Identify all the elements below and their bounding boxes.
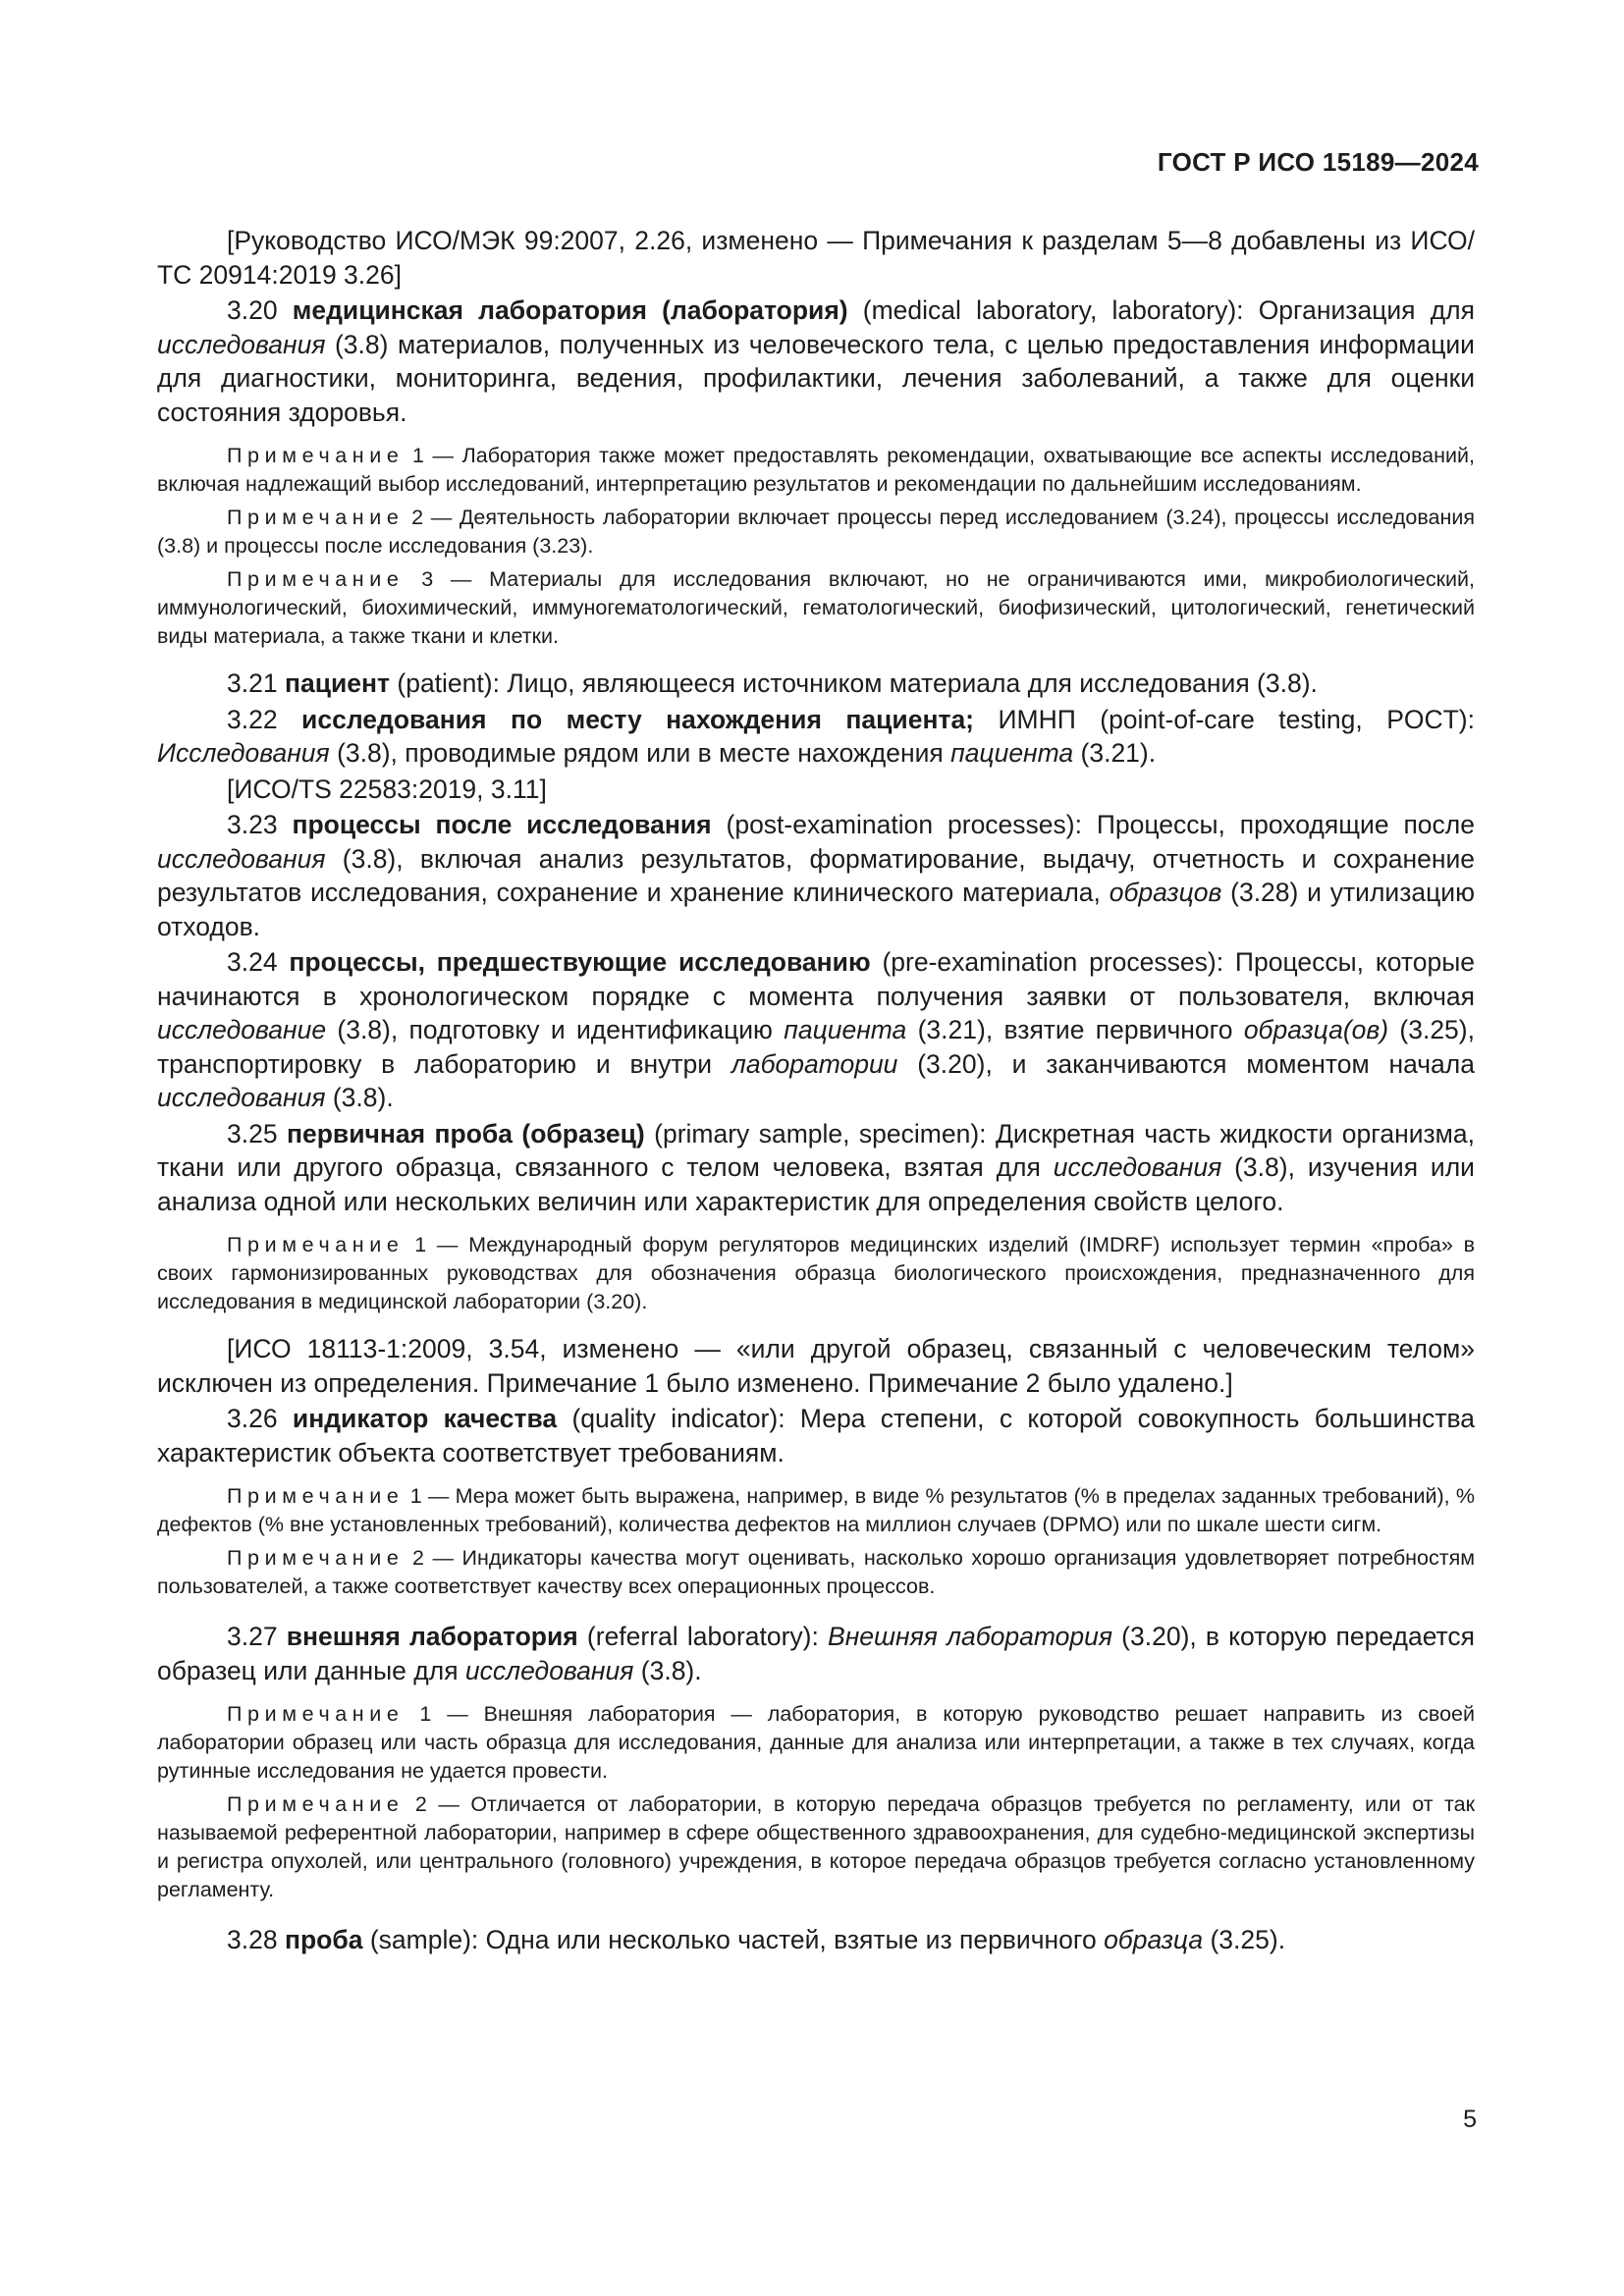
term-3-22: 3.22 исследования по месту нахождения пациента; ИМНП (point-of-care testing, POCT): Исследования (3.8), проводимые рядом или в месте нахождения пациента (3.21). — [157, 704, 1475, 768]
note-3-20-1: Примечание 1 — Лаборатория также может предоставлять рекомендации, охватывающие все аспекты исследований, включая надлежащий выбор исследований, интерпретацию результатов и рекомендации по дальнейшим исследованиям. — [157, 444, 1475, 496]
note-3-20-3: Примечание 3 — Материалы для исследования включают, но не ограничиваются ими, микробиологический, иммунологический, биохимический, иммуногематологический, гематологический, биофизический, цитологический, генетический виды материала, а также ткани и клетки. — [157, 567, 1475, 648]
term-title: процессы после исследования — [292, 810, 712, 839]
note-3-25-1: Примечание 1 — Международный форум регуляторов медицинских изделий (IMDRF) использует термин «проба» в своих гармонизированных руководствах для обозначения образца биологического происхождения, предназначенного для исследования в медицинской лаборатории (3.20). — [157, 1233, 1475, 1313]
term-title: исследования по месту нахождения пациента; — [301, 704, 975, 734]
term-3-26: 3.26 индикатор качества (quality indicator): Мера степени, с которой совокупность большинства характеристик объекта соответствует требованиям. — [157, 1404, 1475, 1468]
document-body — [157, 224, 1475, 1959]
term-3-25: 3.25 первичная проба (образец) (primary sample, specimen): Дискретная часть жидкости организма, ткани или другого образца, связанного с телом человека, взятая для исследования (3.8), изучения или анализа одной или нескольких величин или характеристик для определения свойств целого. — [157, 1118, 1475, 1216]
term-title: внешняя лаборатория — [286, 1622, 578, 1651]
term-3-21: 3.21 пациент (patient): Лицо, являющееся источником материала для исследования (3.8). — [227, 668, 1318, 698]
page-number: 5 — [1463, 2106, 1477, 2133]
term-title: пациент — [284, 668, 391, 698]
term-3-23: 3.23 процессы после исследования (post-examination processes): Процессы, проходящие после исследования (3.8), включая анализ результатов, форматирование, выдачу, отчетность и сохранение результатов исследования, сохранение и хранение клинического материала, образцов (3.28) и утилизацию отходов. — [157, 810, 1475, 941]
reference-3-19: [Руководство ИСО/МЭК 99:2007, 2.26, изменено — Примечания к разделам 5—8 добавлены из ИСО/ТС 20914:2019 3.26] — [157, 226, 1475, 290]
reference-3-22: [ИСО/TS 22583:2019, 3.11] — [227, 774, 547, 804]
term-title: процессы, предшествующие исследованию — [289, 947, 871, 977]
note-3-26-2: Примечание 2 — Индикаторы качества могут оценивать, насколько хорошо организация удовлетворяет потребностям пользователей, а также соответствует качеству всех операционных процессов. — [157, 1546, 1475, 1598]
term-3-20: 3.20 медицинская лаборатория (лаборатория) (medical laboratory, laboratory): Организация для исследования (3.8) материалов, полученных из человеческого тела, с целью предоставления информации для диагностики, мониторинга, ведения, профилактики, лечения заболеваний, а также для оценки состояния здоровья. — [157, 295, 1475, 427]
term-title: медицинская лаборатория (лаборатория) — [292, 295, 848, 325]
term-title: первичная проба (образец) — [287, 1118, 645, 1148]
term-title: индикатор качества — [292, 1404, 558, 1433]
term-3-24: 3.24 процессы, предшествующие исследованию (pre-examination processes): Процессы, которые начинаются в хронологическом порядке с момента получения заявки от пользователя, включая исследование (3.8), подготовку и идентификацию пациента (3.21), взятие первичного образца(ов) (3.25), транспортировку в лабораторию и внутри лаборатории (3.20), и заканчиваются моментом начала исследования (3.8). — [157, 947, 1475, 1112]
note-3-20-2: Примечание 2 — Деятельность лаборатории включает процессы перед исследованием (3.24), процессы исследования (3.8) и процессы после исследования (3.23). — [157, 506, 1475, 558]
note-3-27-1: Примечание 1 — Внешняя лаборатория — лаборатория, в которую руководство решает направить из своей лаборатории образец или часть образца для исследования, данные для анализа или интерпретации, а также в тех случаях, когда рутинные исследования не удается провести. — [157, 1702, 1475, 1783]
document-header: ГОСТ Р ИСО 15189—2024 — [1157, 147, 1479, 177]
reference-3-25: [ИСО 18113-1:2009, 3.54, изменено — «или другой образец, связанный с человеческим телом» исключен из определения. Примечание 1 было изменено. Примечание 2 было удалено.] — [157, 1334, 1475, 1398]
note-3-26-1: Примечание 1 — Мера может быть выражена, например, в виде % результатов (% в пределах заданных требований), % дефектов (% вне установленных требований), количества дефектов на миллион случаев (DPMO) или по шкале шести сигм. — [157, 1484, 1475, 1536]
note-3-27-2: Примечание 2 — Отличается от лаборатории, в которую передача образцов требуется по регламенту, или от так называемой референтной лаборатории, например в сфере общественного здравоохранения, для судебно-медицинской экспертизы и регистра опухолей, или центрального (головного) учреждения, в которое передача образцов требуется согласно установленному регламенту. — [157, 1792, 1475, 1901]
term-title: проба — [284, 1925, 363, 1954]
term-3-28: 3.28 проба (sample): Одна или несколько частей, взятые из первичного образца (3.25). — [227, 1925, 1286, 1954]
term-3-27: 3.27 внешняя лаборатория (referral laboratory): Внешняя лаборатория (3.20), в которую передается образец или данные для исследования (3.8). — [157, 1622, 1475, 1685]
